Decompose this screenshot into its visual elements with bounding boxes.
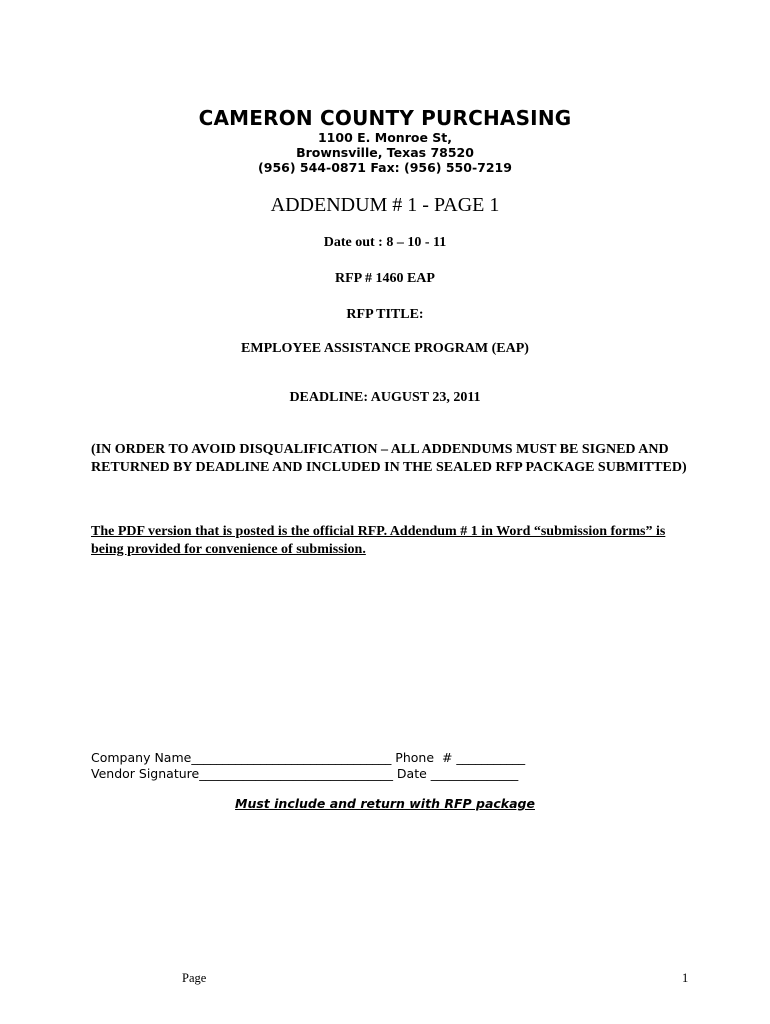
document-title: CAMERON COUNTY PURCHASING: [198, 106, 572, 130]
rfp-number: RFP # 1460 EAP: [335, 271, 435, 286]
company-name-phone-line: Company Name________________________________ Phone # ___________: [91, 750, 526, 765]
must-include-note: Must include and return with RFP package: [235, 796, 535, 811]
contact-phone-fax: (956) 544-0871 Fax: (956) 550-7219: [258, 160, 512, 175]
footer-page-label: Page: [182, 971, 207, 985]
footer-page-number: 1: [682, 971, 689, 985]
date-out: Date out : 8 – 10 - 11: [323, 235, 447, 250]
pdf-version-notice: The PDF version that is posted is the official RFP. Addendum # 1 in Word “submission forms” is being provided for convenience of submission.: [91, 524, 666, 557]
rfp-title-label: RFP TITLE:: [346, 307, 424, 322]
addendum-heading: ADDENDUM # 1 - PAGE 1: [270, 194, 500, 216]
address-city: Brownsville, Texas 78520: [296, 145, 474, 160]
address-street: 1100 E. Monroe St,: [317, 130, 452, 145]
rfp-title: EMPLOYEE ASSISTANCE PROGRAM (EAP): [241, 341, 529, 356]
vendor-signature-date-line: Vendor Signature_______________________________ Date ______________: [91, 766, 519, 781]
deadline: DEADLINE: AUGUST 23, 2011: [289, 390, 481, 405]
disqualification-warning: (IN ORDER TO AVOID DISQUALIFICATION – ALL ADDENDUMS MUST BE SIGNED AND RETURNED BY DEADLINE AND INCLUDED IN THE SEALED RFP PACKAGE SUBMITTED): [91, 442, 687, 475]
